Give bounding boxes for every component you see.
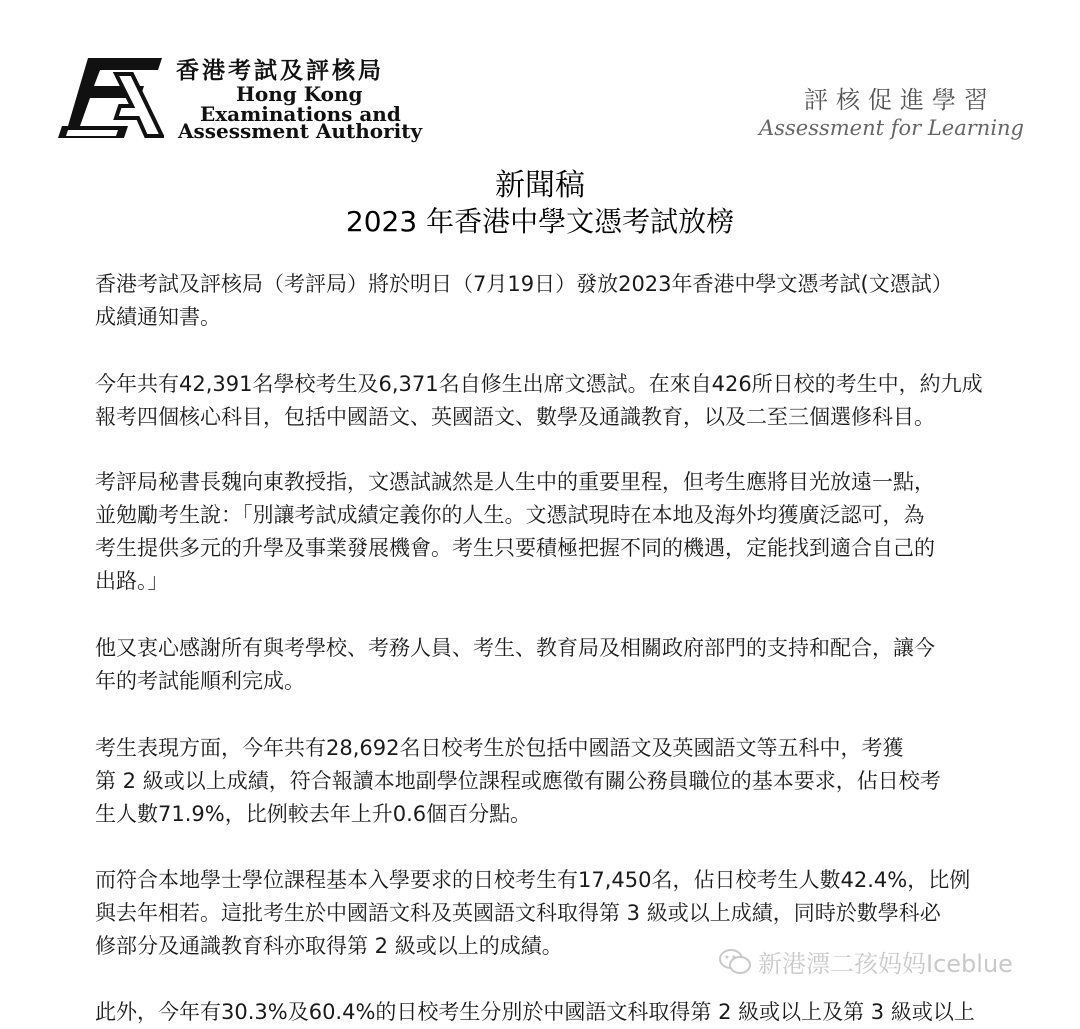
document-type-title: 新聞稿 xyxy=(495,168,585,203)
paragraph-line: 考生表現方面，今年共有28,692名日校考生於包括中國語文及英國語文等五科中，考獲 xyxy=(95,736,904,760)
paragraph-4 xyxy=(95,632,985,698)
paragraph-line: 而符合本地學士學位課程基本入學要求的日校考生有17,450名，佔日校考生人數42.4%，比例 xyxy=(95,868,971,892)
paragraph-3 xyxy=(95,466,985,598)
paragraph-line: 生人數71.9%，比例較去年上升0.6個百分點。 xyxy=(95,802,532,826)
paragraph-7 xyxy=(95,996,985,1029)
watermark-text: 新港漂二孩妈妈Iceblue xyxy=(758,950,1013,978)
paragraph-line: 他又衷心感謝所有與考學校、考務人員、考生、教育局及相關政府部門的支持和配合，讓今 xyxy=(95,636,935,660)
paragraph-line: 年的考試能順利完成。 xyxy=(95,669,305,693)
slogan-zh: 評核促進學習 xyxy=(804,86,996,114)
org-name-en-line-3: Assessment Authority xyxy=(178,119,423,143)
paragraph-1 xyxy=(95,268,985,334)
paragraph-5 xyxy=(95,732,985,831)
paragraph-line: 出路。」 xyxy=(95,569,169,593)
paragraph-line: 香港考試及評核局（考評局）將於明日（7月19日）發放2023年香港中學文憑考試(文憑試） xyxy=(95,272,953,296)
wechat-icon xyxy=(718,948,752,976)
org-name-en-line-1: Hong Kong xyxy=(236,82,363,106)
slogan-en: Assessment for Learning xyxy=(759,116,1024,140)
paragraph-line: 與去年相若。這批考生於中國語文科及英國語文科取得第 3 級或以上成績，同時於數學科必 xyxy=(95,901,941,925)
paragraph-line: 此外，今年有30.3%及60.4%的日校考生分別於中國語文科取得第 2 級或以上及第 3 級或以上 xyxy=(95,1000,975,1024)
watermark xyxy=(718,944,1013,979)
paragraph-line: 報考四個核心科目，包括中國語文、英國語文、數學及通識教育，以及二至三個選修科目。 xyxy=(95,405,935,429)
paragraph-line: 考生提供多元的升學及事業發展機會。考生只要積極把握不同的機遇，定能找到適合自己的 xyxy=(95,536,935,560)
paragraph-line: 第 2 級或以上成績，符合報讀本地副學位課程或應徵有關公務員職位的基本要求，佔日校考 xyxy=(95,769,941,793)
document-title: 2023 年香港中學文憑考試放榜 xyxy=(345,205,735,238)
paragraph-2 xyxy=(95,368,985,434)
paragraph-line: 考評局秘書長魏向東教授指，文憑試誠然是人生中的重要里程，但考生應將目光放遠一點， xyxy=(95,470,935,494)
paragraph-line: 成績通知書。 xyxy=(95,305,221,329)
paragraph-line: 修部分及通識教育科亦取得第 2 級或以上的成績。 xyxy=(95,934,563,958)
paragraph-line: 今年共有42,391名學校考生及6,371名自修生出席文憑試。在來自426所日校的考生中，約九成 xyxy=(95,372,983,396)
org-name-en-line-2: Examinations and xyxy=(200,102,401,126)
org-name-zh: 香港考試及評核局 xyxy=(176,57,384,84)
letterhead xyxy=(0,0,1080,150)
paragraph-line: 並勉勵考生說：「別讓考試成績定義你的人生。文憑試現時在本地及海外均獲廣泛認可，為 xyxy=(95,503,925,527)
hkeaa-logo-icon xyxy=(58,56,164,140)
